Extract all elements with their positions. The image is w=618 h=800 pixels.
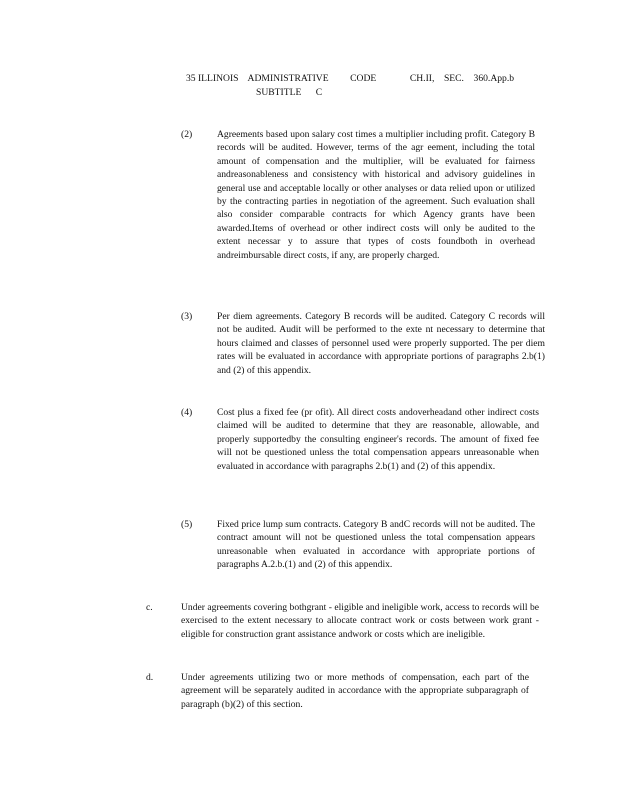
paragraph-text: Agreements based upon salary cost times a multiplier including profit. Category B records will be audited. However, terms of the agr eement, including the total amount of compensation and the multiplier, will be evaluated for fairness andreasonableness and consistency with historical and advisory guidelines in general use and acceptable locally or other analyses or data relied upon or utilized by the contracting parties in negotiation of the agreement. Such evaluation shall also consider comparable contracts for which Agency grants have been awarded.Items of overhead or other indirect costs will only be audited to the extent necessar y to assure that types of costs foundboth in overhead andreimbursable direct costs, if any, are properly charged.	[217, 129, 535, 261]
header-line-2: SUBTITLE C	[256, 87, 323, 98]
paragraph-text: Cost plus a fixed fee (pr ofit). All direct costs andoverheadand other indirect costs claimed will be audited to determine that they are reasonable, allowable, and properly supportedby the consulting engineer's records. The amount of fixed fee will not be questioned unless the total compensation appears unreasonable when evaluated in accordance with paragraphs 2.b(1) and (2) of this appendix.	[217, 407, 539, 472]
paragraph-text: Under agreements covering bothgrant - eligible and ineligible work, access to records will be exercised to the extent necessary to allocate contract work or costs between work grant -eligible for construction grant assistance andwork or costs which are ineligible.	[181, 602, 539, 640]
paragraph-text: Per diem agreements. Category B records will be audited. Category C records will not be audited. Audit will be performed to the exte nt necessary to determine that hours claimed and classes of personnel used were properly supported. The per diem rates will be evaluated in accordance with appropriate portions of paragraphs 2.b(1) and (2) of this appendix.	[217, 311, 545, 376]
header-line-1: 35 ILLINOIS ADMINISTRATIVE CODE CH.II, SEC. 360.App.b	[186, 73, 515, 84]
paragraph-marker: (5)	[181, 519, 193, 530]
paragraph-text: Fixed price lump sum contracts. Category B andC records will not be audited. The contract amount will not be questioned unless the total compensation appears unreasonable when evaluated in accordance with appropriate portions of paragraphs A.2.b.(1) and (2) of this appendix.	[217, 519, 535, 571]
paragraph-marker: (3)	[181, 311, 193, 322]
paragraph-marker: (2)	[181, 129, 193, 140]
paragraph-marker: d.	[146, 672, 154, 683]
paragraph-marker: c.	[146, 602, 153, 613]
page-header	[186, 72, 514, 100]
paragraph-text: Under agreements utilizing two or more methods of compensation, each part of the agreement will be separately audited in accordance with the appropriate subparagraph of paragraph (b)(2) of this section.	[181, 672, 529, 710]
paragraph-marker: (4)	[181, 407, 193, 418]
